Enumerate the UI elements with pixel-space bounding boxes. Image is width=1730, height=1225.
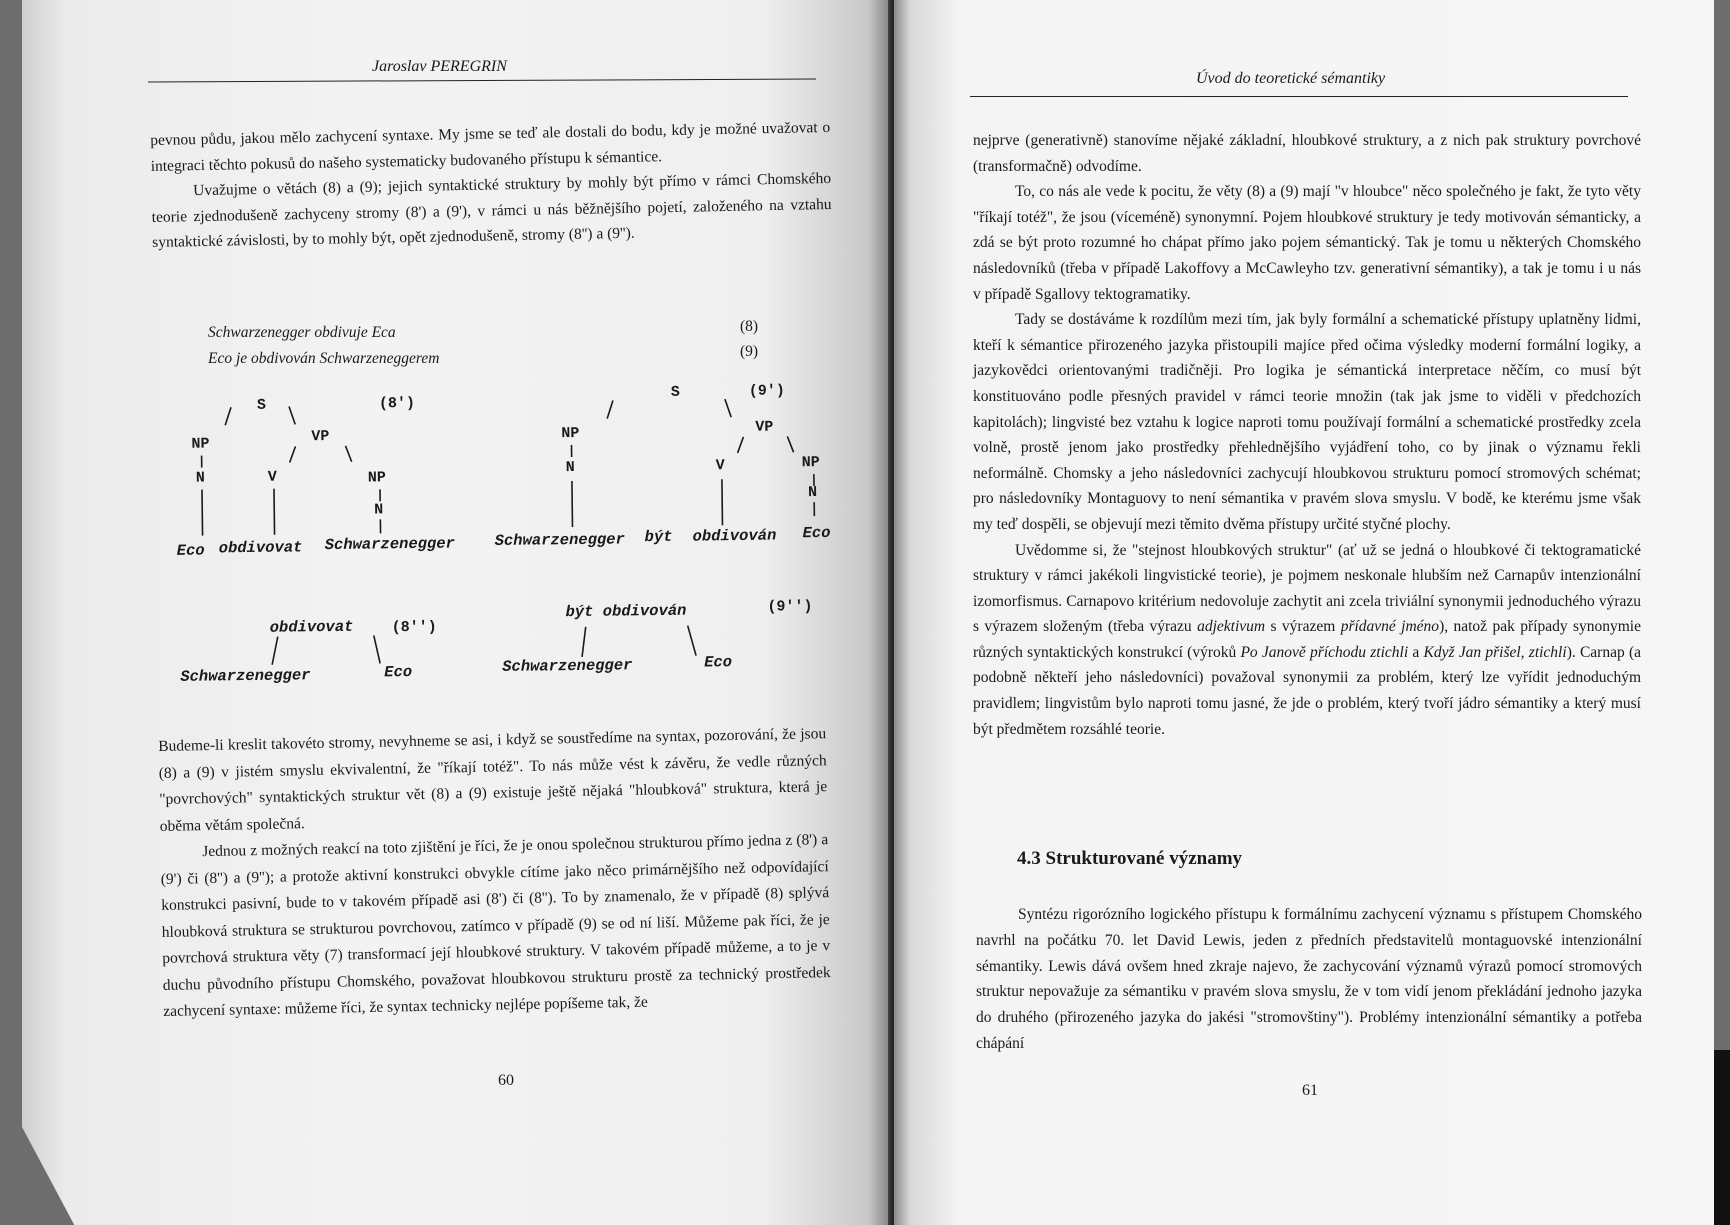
paragraph: Uvažujme o větách (8) a (9); jejich syntaktické struktury by mohly být přímo v rámci Chomského teorie zjednodušeně zachyceny stromy (8') a (9'), v rámci u nás běžnějšího pojetí, založeného na vztahu syntaktické závislosti, by to mohly být, opět zjednodušeně, stromy (8'') a (9''). <box>151 169 832 251</box>
left-bottom-text <box>158 721 831 1025</box>
tree-child-word: Schwarzenegger <box>180 666 311 686</box>
tree-word: Schwarzenegger <box>494 530 625 550</box>
tree-node-n: N <box>374 501 384 519</box>
tree-word: obdivován <box>692 526 777 546</box>
tree-child-word: Eco <box>384 663 413 682</box>
tree-child-word: Eco <box>704 653 733 672</box>
paragraph <box>973 538 1641 743</box>
tree-node-n: N <box>565 459 575 477</box>
paragraph: Jednou z možných reakcí na toto zjištění je říci, že je onou společnou strukturou přímo jedna z (8') a (9') či (8'') a (9''); a protože aktivní konstrukci obvykle cítíme jako něco primárnějšího než odpovídající konstrukci pasivní, bude to v takovém případě asi (8') či (8''). To by znamenalo, že v případě (8) splývá hloubková struktura se strukturou povrchovou, zatímco v případě (9) se od ní liší. Můžeme pak říci, že je povrchová struktura věty (7) transformací její hloubkové struktury. V takovém případě můžeme, a to je v duchu původního přístupu Chomského, považovat hloubkovou strukturu prostě za technický prostředek zachycení syntaxe: můžeme říci, že syntax technicky nejlépe popíšeme tak, že <box>160 831 831 1020</box>
section-heading: 4.3 Strukturované významy <box>1017 848 1243 869</box>
tree-node-n: N <box>195 469 205 487</box>
right-top-text <box>973 128 1641 742</box>
right-page-number: 61 <box>1302 1082 1318 1099</box>
tree-9pp-label: (9'') <box>767 598 813 616</box>
paragraph: Budeme-li kreslit takovéto stromy, nevyhneme se asi, i když se soustředíme na syntax, pozorování, že jsou (8) a (9) v jistém smyslu ekvivalentní, že "říkají totéž". To nás může vést k závěru, že vedle různých "povrchových" syntaktických struktur vět (8) a (9) existuje ještě nějaká "hloubková" struktura, která je oběma větám společná. <box>158 725 828 835</box>
tree-child-word: Schwarzenegger <box>502 656 633 676</box>
tree-word: Eco <box>802 523 831 543</box>
tree-9p-label: (9') <box>748 382 785 400</box>
tree-8p-label: (8') <box>378 394 416 413</box>
example-8-number: (8) <box>740 318 759 335</box>
text-run: ). Carnap (a podobně někteří jeho následovníci) považoval synonymii za problém, který lze vyřídit jednoduchým pravidlem; lingvistům bylo naproti tomu jasné, že jde o problém, který tvoří jádro sémantiky a který musí být předmětem rozsáhlé teorie. <box>973 643 1641 738</box>
text-run: ), natož pak případy synonymie různých syntaktických konstrukcí (výroků <box>973 618 1641 661</box>
tree-node-np: NP <box>191 435 210 453</box>
italic-term: Po Janově příchodu ztichli <box>1240 643 1409 661</box>
tree-lines <box>0 0 880 700</box>
tree-word: být <box>644 527 673 547</box>
tree-node-np: NP <box>801 454 820 472</box>
left-page-number: 60 <box>498 1072 514 1089</box>
right-running-head: Úvod do teoretické sémantiky <box>1196 70 1386 87</box>
right-head-rule <box>970 96 1628 97</box>
tree-node-vp: VP <box>755 418 774 436</box>
tree-node-n: N <box>807 484 818 502</box>
paragraph: To, co nás ale vede k pocitu, že věty (8) a (9) mají "v hloubce" něco společného je fakt, že tyto věty "říkají totéž", že jsou (víceméně) synonymní. Pojem hloubkové struktury je tedy motivován sémanticky, a zdá se být proto rozumné ho chápat přímo jako pojem sémantický. Tak je tomu u některých Chomského následovníků (třeba v případě Lakoffovy a McCawleyho tzv. generativní sémantiky), a tak je tomu i u nás v případě Sgallovy tektogramatiky. <box>973 183 1641 303</box>
example-9-number: (9) <box>740 343 759 360</box>
tree-node-s: S <box>256 396 267 414</box>
syntax-trees <box>0 0 880 700</box>
text-run: Uvědomme si, že "stejnost hloubkových struktur" (ať už se jedná o hloubkové či tektogramatické struktury v rámci jakékoli lingvistické teorie), je pojmem neskonale hlubším než Carnapův intenzionální izomorfismus. Carnapovo kritérium nedovoluje zachytit ani zcela triviální synonymii jednoduchého výrazu s výrazem složeným (třeba výrazu <box>973 541 1641 636</box>
tree-8pp-label: (8'') <box>391 618 437 637</box>
tree-node-v: V <box>715 457 725 475</box>
tree-root-word: být obdivován <box>565 601 687 622</box>
text-run: a <box>1408 643 1424 661</box>
tree-node-np: NP <box>367 469 386 487</box>
text-run: s výrazem <box>1265 618 1341 636</box>
example-9: Eco je obdivován Schwarzeneggerem <box>208 350 440 367</box>
paragraph: nejprve (generativně) stanovíme nějaké základní, hloubkové struktury, a z nich pak struktury povrchové (transformačně) odvodíme. <box>973 132 1641 175</box>
italic-term: adjektivum <box>1197 618 1266 636</box>
tree-node-np: NP <box>561 424 580 443</box>
paragraph: pevnou půdu, jakou mělo zachycení syntaxe. My jsme se teď ale dostali do bodu, kdy je možné uvažovat o integraci těchto pokusů do našeho systematicky budovaného přístupu k sémantice. <box>150 118 831 175</box>
tree-node-s: S <box>670 383 680 401</box>
example-8: Schwarzenegger obdivuje Eca <box>208 324 396 341</box>
tree-word: Eco <box>176 541 205 560</box>
left-running-head: Jaroslav PEREGRIN <box>372 58 507 75</box>
tree-root-word: obdivovat <box>269 617 354 637</box>
tree-node-v: V <box>267 468 277 486</box>
tree-word: obdivovat <box>218 538 303 558</box>
right-section-text <box>976 902 1642 1057</box>
italic-term: Když Jan přišel, ztichli <box>1423 643 1567 661</box>
paragraph: Syntézu rigorózního logického přístupu k formálnímu zachycení významu s přístupem Chomského navrhl na počátku 70. let David Lewis, jeden z předních představitelů montaguovské intenzionální sémantiky. Lewis dává ovšem hned zkraje najevo, že zachycování významů výrazů pomocí stromových struktur nepovažuje za sémantiku v pravém slova smyslu, že v tom vidí jenom překládání jednoho jazyka do druhého (přirozeného jazyka do jakési "stromovštiny"). Problémy intenzionální sémantiky a potřeba chápání <box>976 906 1642 1052</box>
scan-edge <box>1714 1050 1730 1225</box>
tree-word: Schwarzenegger <box>324 534 456 555</box>
tree-node-vp: VP <box>311 428 330 446</box>
paragraph: Tady se dostáváme k rozdílům mezi tím, jak byly formální a schematické přístupy uplatněny lidmi, kteří k sémantice přirozeného jazyka přistoupili majíce před očima výsledky moderní formální logiky, a jazykovědci orientovanými tradičněji. Pro logika je sémantická interpretace něčím, co musí být konstituováno podle přesných pravidel v rámci teorie množin (tak jak jsme to viděli v předchozích kapitolách); lingvisté bez vztahu k logice naproti tomu používají formální a schematické prostředky zcela volně, prostě jenom jako prostředky přehlednějšího vyjádření toho, co by jinak o významu řekli neformálně. Chomsky a jeho následovníci zachycují hloubkovou strukturu pomocí stromových schémat; pro následovníky Montaguovy to není sémantika v pravém slova smyslu. V bodě, ke kterému jsme však my teď dospěli, se objevují mezi těmito dvěma přístupy určité styčné plochy. <box>973 311 1641 533</box>
italic-term: přídavné jméno <box>1340 618 1440 636</box>
